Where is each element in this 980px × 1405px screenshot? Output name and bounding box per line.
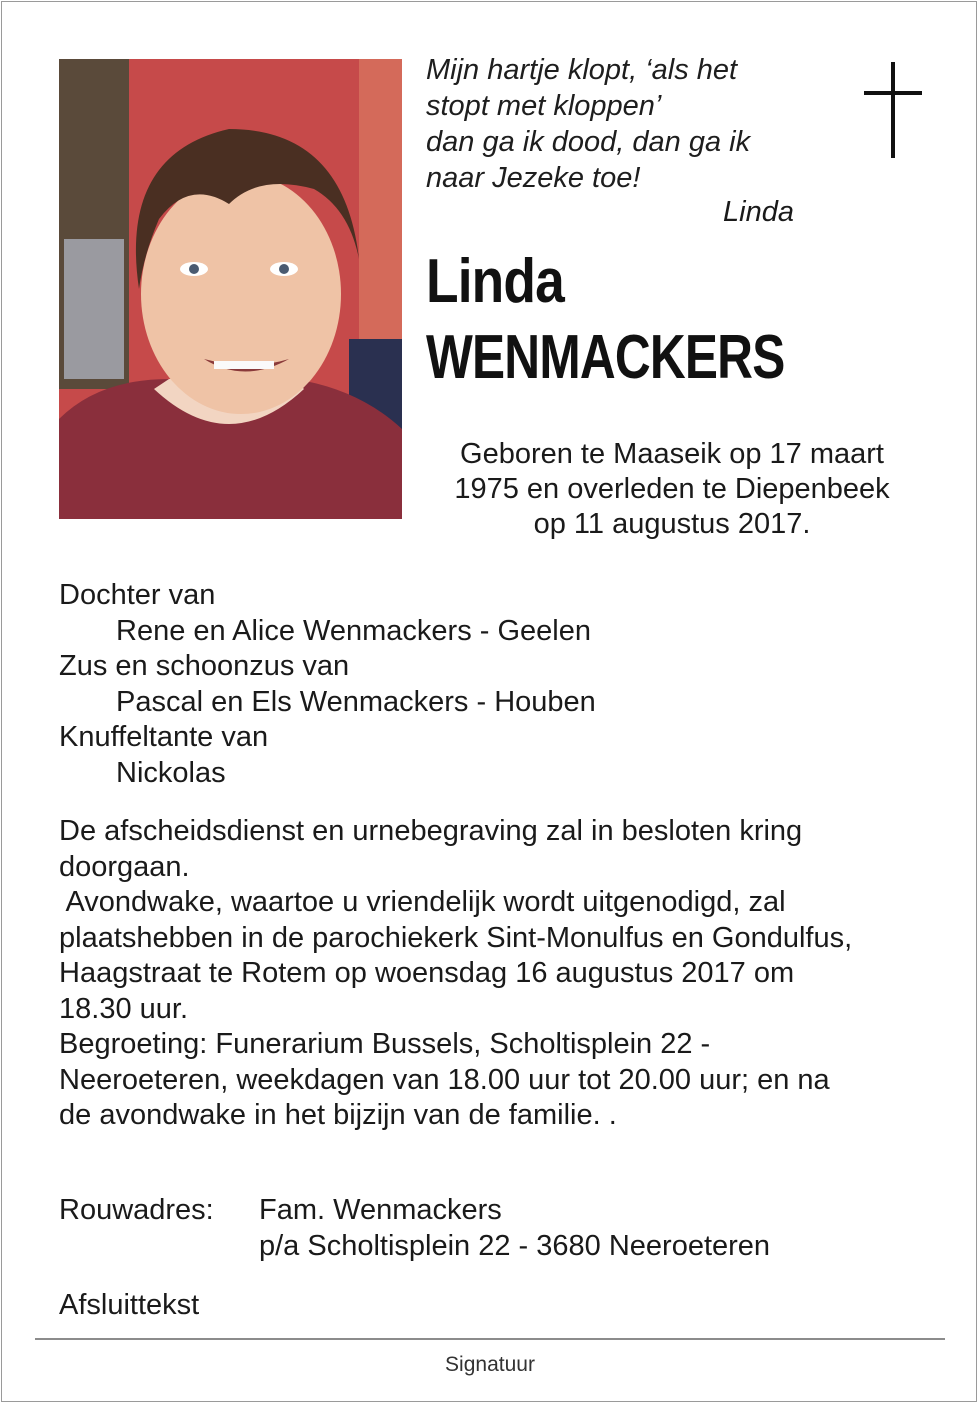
poem: [426, 52, 846, 196]
portrait-image: [59, 59, 402, 519]
cross-icon: [864, 62, 922, 158]
divider: [35, 1338, 945, 1340]
address-lines: [259, 1192, 770, 1264]
deceased-last-name: WENMACKERS: [426, 323, 785, 392]
birth-death-info: [420, 437, 924, 542]
address-line: p/a Scholtisplein 22 - 3680 Neeroeteren: [259, 1230, 771, 1262]
service-line: doorgaan.: [59, 850, 190, 883]
birth-death-line: op 11 augustus 2017.: [533, 508, 811, 540]
poem-line: Mijn hartje klopt, ‘als het: [426, 54, 738, 86]
service-line: Neeroeteren, weekdagen van 18.00 uur tot 20.00 uur; en na: [59, 1063, 830, 1096]
relation-label: Zus en schoonzus van: [59, 650, 350, 682]
signature: Signatuur: [445, 1353, 535, 1376]
poem-line: dan ga ik dood, dan ga ik: [426, 126, 751, 158]
service-details: [59, 814, 939, 1134]
relations-list: [59, 578, 939, 791]
relation-names: Pascal en Els Wenmackers - Houben: [116, 685, 596, 718]
birth-death-line: 1975 en overleden te Diepenbeek: [454, 473, 890, 505]
relation-names: Nickolas: [116, 756, 226, 789]
service-line: De afscheidsdienst en urnebegraving zal in besloten kring: [59, 815, 803, 847]
service-line: Avondwake, waartoe u vriendelijk wordt uitgenodigd, zal: [59, 886, 786, 918]
deceased-first-name: Linda: [426, 247, 564, 316]
service-line: Haagstraat te Rotem op woensdag 16 augustus 2017 om: [59, 957, 795, 989]
poem-line: naar Jezeke toe!: [426, 162, 641, 194]
relation-label: Knuffeltante van: [59, 721, 269, 753]
relation-names: Rene en Alice Wenmackers - Geelen: [116, 614, 591, 647]
service-line: de avondwake in het bijzijn van de familie. .: [59, 1099, 617, 1131]
poem-author: Linda: [723, 196, 794, 228]
birth-death-line: Geboren te Maaseik op 17 maart: [460, 438, 884, 470]
relation-label: Dochter van: [59, 579, 216, 611]
address-line: Fam. Wenmackers: [259, 1194, 502, 1226]
poem-line: stopt met kloppen’: [426, 90, 662, 122]
service-line: 18.30 uur.: [59, 992, 188, 1025]
portrait-photo: [59, 59, 402, 519]
address-label: Rouwadres:: [59, 1194, 214, 1226]
service-line: Begroeting: Funerarium Bussels, Scholtisplein 22 -: [59, 1028, 711, 1060]
service-line: plaatshebben in de parochiekerk Sint-Monulfus en Gondulfus,: [59, 921, 853, 954]
closing-text: Afsluittekst: [59, 1289, 200, 1321]
